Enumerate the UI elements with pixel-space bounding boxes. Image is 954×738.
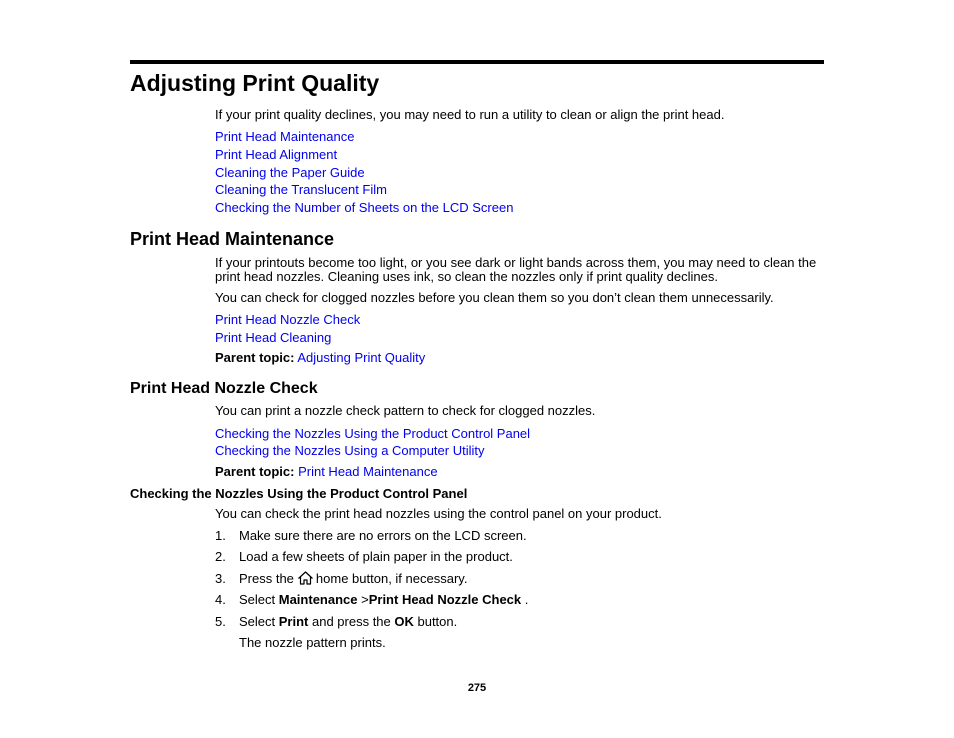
step-number: 2. (215, 549, 226, 564)
top-rule (130, 60, 824, 64)
parent-topic-maintenance (215, 351, 425, 365)
step-5 (239, 614, 457, 629)
link-nozzles-control-panel[interactable]: Checking the Nozzles Using the Product Control Panel (215, 426, 531, 441)
parent-topic-label: Parent topic: (215, 350, 295, 365)
intro-paragraph: If your print quality declines, you may need to run a utility to clean or align the print head. (215, 107, 725, 122)
link-nozzles-computer-utility[interactable]: Checking the Nozzles Using a Computer Utility (215, 443, 485, 458)
step-3 (239, 571, 467, 586)
maintenance-para2: You can check for clogged nozzles before you clean them so you don’t clean them unnecessarily. (215, 290, 774, 305)
link-parent-adjusting-print-quality[interactable]: Adjusting Print Quality (297, 350, 426, 365)
section-heading-control-panel: Checking the Nozzles Using the Product Control Panel (130, 486, 468, 501)
step-number: 4. (215, 592, 226, 607)
step-2: Load a few sheets of plain paper in the product. (239, 549, 513, 564)
link-nozzle-check[interactable]: Print Head Nozzle Check (215, 312, 361, 327)
step-number: 3. (215, 571, 226, 586)
step-result: The nozzle pattern prints. (239, 635, 386, 650)
link-checking-sheets-lcd[interactable]: Checking the Number of Sheets on the LCD Screen (215, 200, 514, 215)
page-title: Adjusting Print Quality (130, 70, 380, 96)
section-heading-maintenance: Print Head Maintenance (130, 229, 335, 249)
section-heading-nozzle-check: Print Head Nozzle Check (130, 380, 318, 397)
parent-topic-label: Parent topic: (215, 464, 295, 479)
step-1: Make sure there are no errors on the LCD screen. (239, 528, 527, 543)
link-head-cleaning[interactable]: Print Head Cleaning (215, 330, 332, 345)
step-5-mid: and press the (308, 614, 395, 629)
link-cleaning-translucent-film[interactable]: Cleaning the Translucent Film (215, 182, 387, 197)
step-4-pre: Select (239, 592, 279, 607)
menu-nozzle-check: Print Head Nozzle Check (368, 592, 522, 607)
step-3-post: home button, if necessary. (315, 571, 468, 586)
link-cleaning-paper-guide[interactable]: Cleaning the Paper Guide (215, 165, 365, 180)
link-parent-print-head-maintenance[interactable]: Print Head Maintenance (298, 464, 438, 479)
step-5-pre: Select (239, 614, 279, 629)
button-ok-label: OK (394, 614, 414, 629)
home-icon (297, 571, 314, 585)
maintenance-para1-line2: print head nozzles. Cleaning uses ink, so clean the nozzles only if print quality declines. (215, 269, 718, 284)
menu-print: Print (278, 614, 309, 629)
page-number: 275 (467, 682, 487, 694)
control-panel-paragraph: You can check the print head nozzles using the control panel on your product. (215, 506, 662, 521)
link-print-head-maintenance[interactable]: Print Head Maintenance (215, 129, 355, 144)
step-4-post: . (521, 592, 529, 607)
step-number: 1. (215, 528, 226, 543)
step-4 (239, 592, 528, 607)
step-3-pre: Press the (239, 571, 294, 586)
link-print-head-alignment[interactable]: Print Head Alignment (215, 147, 338, 162)
nozzle-check-paragraph: You can print a nozzle check pattern to check for clogged nozzles. (215, 403, 596, 418)
maintenance-para1-line1: If your printouts become too light, or you see dark or light bands across them, you may need to clean the (215, 255, 817, 270)
step-4-separator: > (357, 592, 369, 607)
menu-maintenance: Maintenance (278, 592, 358, 607)
step-number: 5. (215, 614, 226, 629)
step-5-post: button. (413, 614, 458, 629)
parent-topic-nozzle-check (215, 465, 438, 479)
